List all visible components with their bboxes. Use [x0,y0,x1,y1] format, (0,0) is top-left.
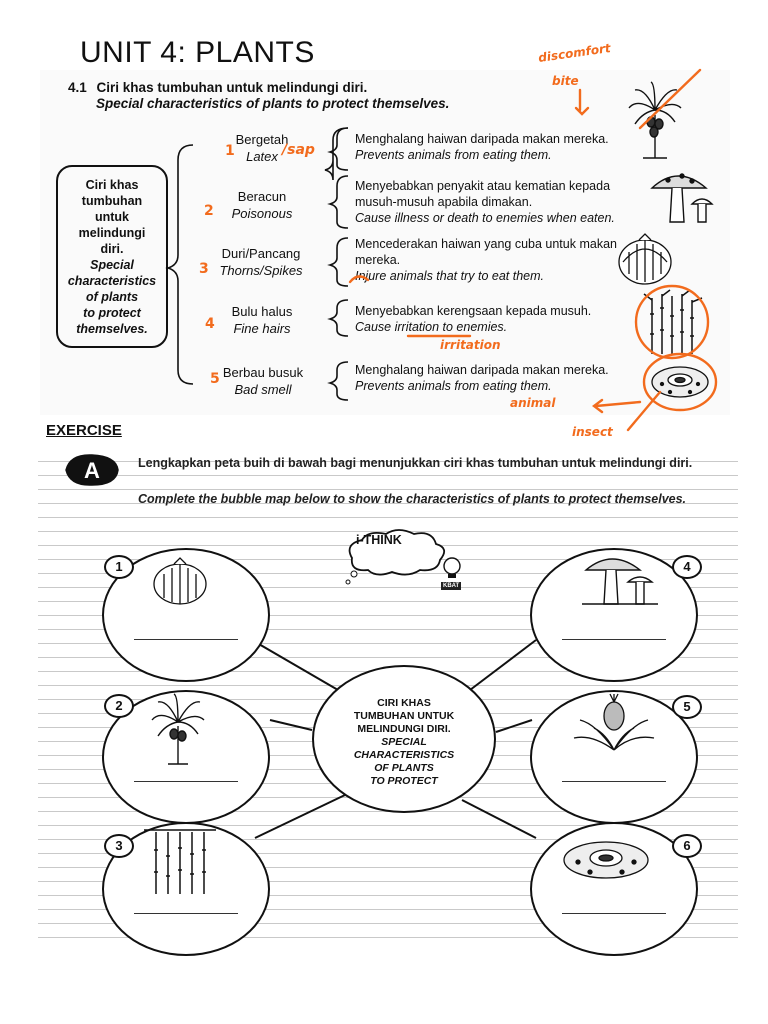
section-heading-en: Special characteristics of plants to protect themselves. [96,96,450,111]
category-en: Fine hairs [233,321,291,336]
description-en: Cause irritation to enemies. [355,320,508,334]
main-box-ms-line: Ciri khas [85,177,139,192]
center-ms-line: TUMBUHAN UNTUK [353,709,455,722]
description-en: Prevents animals from eating them. [355,148,552,162]
annotation-number-1: 1 [225,143,235,159]
pineapple-plant-icon [572,694,656,754]
bubble-number: 3 [104,834,134,858]
exercise-instruction-ms: Lengkapkan peta buih di bawah bagi menunjukkan ciri khas tumbuhan untuk melindungi diri. [138,456,693,470]
exercise-instruction-en: Complete the bubble map below to show the characteristics of plants to protect themselves. [138,492,687,506]
category-en: Bad smell [234,382,292,397]
category-en: Poisonous [231,206,293,221]
annotation-number-3: 3 [199,261,209,277]
annotation-discomfort: discomfort [537,41,612,65]
description-ms: Menghalang haiwan daripada makan mereka. [355,363,609,377]
description-ms: Menyebabkan kerengsaan kepada musuh. [355,304,592,318]
category-ms: Berbau busuk [222,365,304,380]
center-en-line: CHARACTERISTICS [353,748,455,761]
answer-line[interactable] [134,781,238,782]
description-en: Injure animals that try to eat them. [355,269,544,283]
category-ms: Beracun [237,189,287,204]
center-ms-line: CIRI KHAS [377,696,431,709]
exercise-tag-letter: A [84,458,100,483]
section-heading-ms: Ciri khas tumbuhan untuk melindungi diri. [96,80,368,95]
annotation-irritation: irritation [440,338,501,352]
category-en: Thorns/Spikes [219,263,303,278]
mushroom-icon [580,552,660,608]
rafflesia-icon [560,838,652,882]
category-ms: Bulu halus [231,304,293,319]
main-box-en-line: themselves. [76,321,148,336]
annotation-insect: insect [572,425,613,439]
main-box-en-line: to protect [83,305,141,320]
description-ms: Menyebabkan penyakit atau kematian kepada musuh-musuh apabila dimakan. [355,179,611,209]
bamboo-icon [140,826,220,896]
main-box-ms-line: tumbuhan [81,193,143,208]
bubble-number: 4 [672,555,702,579]
description-en: Cause illness or death to enemies when eaten. [355,211,615,225]
description-ms: Mencederakan haiwan yang cuba untuk makan mereka. [355,237,617,267]
answer-line[interactable] [134,913,238,914]
kbat-badge: KBAT [443,583,460,589]
answer-line[interactable] [562,913,666,914]
annotation-animal: animal [510,396,556,410]
answer-line[interactable] [562,781,666,782]
center-en-line: SPECIAL [381,735,427,748]
category-ms: Duri/Pancang [221,246,301,261]
bubble-number: 2 [104,694,134,718]
section-number: 4.1 [68,80,87,95]
main-box-en-line: Special [90,257,134,272]
main-box-en-line: of plants [85,289,139,304]
center-ms-line: MELINDUNGI DIRI. [357,722,451,735]
center-en-line: TO PROTECT [370,774,438,787]
annotation-number-4: 4 [205,316,215,332]
description-ms: Menghalang haiwan daripada makan mereka. [355,132,609,146]
center-bubble [312,665,496,813]
main-box-en-line: characteristics [67,273,157,288]
annotation-bite: bite [552,74,579,88]
center-en-line: OF PLANTS [374,761,434,774]
bubble-number: 5 [672,695,702,719]
annotation-number-2: 2 [204,203,214,219]
exercise-label: EXERCISE [46,422,122,439]
papaya-tree-icon [148,694,208,766]
description-en: Prevents animals from eating them. [355,379,552,393]
bubble-number: 1 [104,555,134,579]
main-box-ms-line: diri. [100,241,124,256]
annotation-number-5: 5 [210,371,220,387]
answer-line[interactable] [562,639,666,640]
annotation-sap: /sap [282,142,315,158]
main-box-ms-line: untuk [94,209,130,224]
page-title: UNIT 4: PLANTS [80,36,315,69]
cactus-icon [150,556,210,606]
bubble-number: 6 [672,834,702,858]
answer-line[interactable] [134,639,238,640]
main-box-ms-line: melindungi [78,225,146,240]
category-ms: Bergetah [235,132,289,147]
category-en: Latex [246,149,278,164]
ithink-label: i-THINK [356,533,402,547]
